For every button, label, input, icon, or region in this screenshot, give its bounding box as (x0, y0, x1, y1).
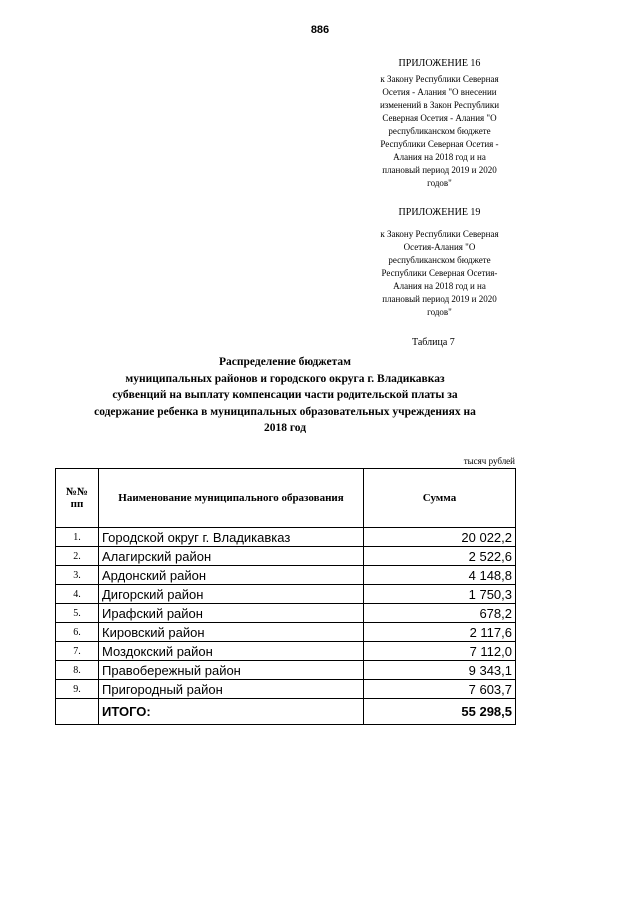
table-row (56, 566, 516, 585)
total-row (56, 699, 516, 725)
appendix-19-text (362, 228, 517, 319)
table-row (56, 585, 516, 604)
appendix-19-line: республиканском бюджете (388, 255, 491, 265)
row-number: 1. (56, 528, 99, 547)
appendix-16-line: годов" (427, 178, 452, 188)
appendix-16-line: Осетия - Алания "О внесении (382, 87, 497, 97)
appendix-16-block (362, 58, 517, 190)
appendix-16-line: Северная Осетия - Алания "О (382, 113, 497, 123)
row-number: 7. (56, 642, 99, 661)
row-value: 7 603,7 (364, 680, 516, 699)
row-value: 9 343,1 (364, 661, 516, 680)
row-number: 8. (56, 661, 99, 680)
row-number: 4. (56, 585, 99, 604)
header-number: №№ пп (56, 469, 99, 528)
row-number: 3. (56, 566, 99, 585)
row-value: 4 148,8 (364, 566, 516, 585)
row-name: Моздокский район (99, 642, 364, 661)
document-title (60, 354, 510, 437)
row-name: Ардонский район (99, 566, 364, 585)
appendix-19-line: Республики Северная Осетия- (381, 268, 498, 278)
row-value: 2 522,6 (364, 547, 516, 566)
page-number: 886 (310, 24, 330, 36)
table-label: Таблица 7 (412, 337, 455, 348)
appendix-19-line: к Закону Республики Северная (380, 229, 499, 239)
row-value: 20 022,2 (364, 528, 516, 547)
row-name: Пригородный район (99, 680, 364, 699)
appendix-16-line: республиканском бюджете (388, 126, 491, 136)
row-name: Правобережный район (99, 661, 364, 680)
table-row (56, 642, 516, 661)
title-line: содержание ребенка в муниципальных образовательных учреждениях на (94, 405, 476, 418)
total-value: 55 298,5 (364, 699, 516, 725)
appendix-19-block (362, 207, 517, 319)
table-row (56, 547, 516, 566)
appendix-19-line: годов" (427, 307, 452, 317)
row-number: 5. (56, 604, 99, 623)
total-label: ИТОГО: (99, 699, 364, 725)
appendix-16-line: Алания на 2018 год и на (393, 152, 486, 162)
row-name: Кировский район (99, 623, 364, 642)
row-name: Алагирский район (99, 547, 364, 566)
title-line: 2018 год (263, 422, 307, 434)
table-row (56, 680, 516, 699)
title-line: муниципальных районов и городского округа г. Владикавказ (125, 372, 445, 385)
title-line: Распределение бюджетам (219, 356, 351, 368)
appendix-16-line: к Закону Республики Северная (380, 74, 499, 84)
row-number: 9. (56, 680, 99, 699)
appendix-19-line: плановый период 2019 и 2020 (382, 294, 497, 304)
table-row (56, 528, 516, 547)
header-sum: Сумма (364, 469, 516, 528)
appendix-19-line: Алания на 2018 год и на (393, 281, 486, 291)
appendix-16-text (362, 73, 517, 190)
appendix-19-line: Осетия-Алания "О (403, 242, 476, 252)
row-name: Городской округ г. Владикавказ (99, 528, 364, 547)
row-value: 1 750,3 (364, 585, 516, 604)
table-row (56, 623, 516, 642)
row-value: 2 117,6 (364, 623, 516, 642)
row-number: 2. (56, 547, 99, 566)
appendix-16-line: плановый период 2019 и 2020 (382, 165, 497, 175)
header-name: Наименование муниципального образования (99, 469, 364, 528)
table-row (56, 604, 516, 623)
row-value: 7 112,0 (364, 642, 516, 661)
row-number: 6. (56, 623, 99, 642)
title-line: субвенций на выплату компенсации части родительской платы за (112, 389, 458, 401)
table-header-row (56, 469, 516, 528)
units-label: тысяч рублей (463, 456, 515, 466)
appendix-19-heading: ПРИЛОЖЕНИЕ 19 (398, 207, 481, 218)
row-name: Дигорский район (99, 585, 364, 604)
total-empty-cell (56, 699, 99, 725)
table-row (56, 661, 516, 680)
appendix-16-line: Республики Северная Осетия - (380, 139, 499, 149)
appendix-16-line: изменений в Закон Республики (379, 100, 500, 110)
appendix-16-heading: ПРИЛОЖЕНИЕ 16 (398, 58, 481, 69)
row-name: Ирафский район (99, 604, 364, 623)
row-value: 678,2 (364, 604, 516, 623)
budget-table (55, 468, 516, 725)
